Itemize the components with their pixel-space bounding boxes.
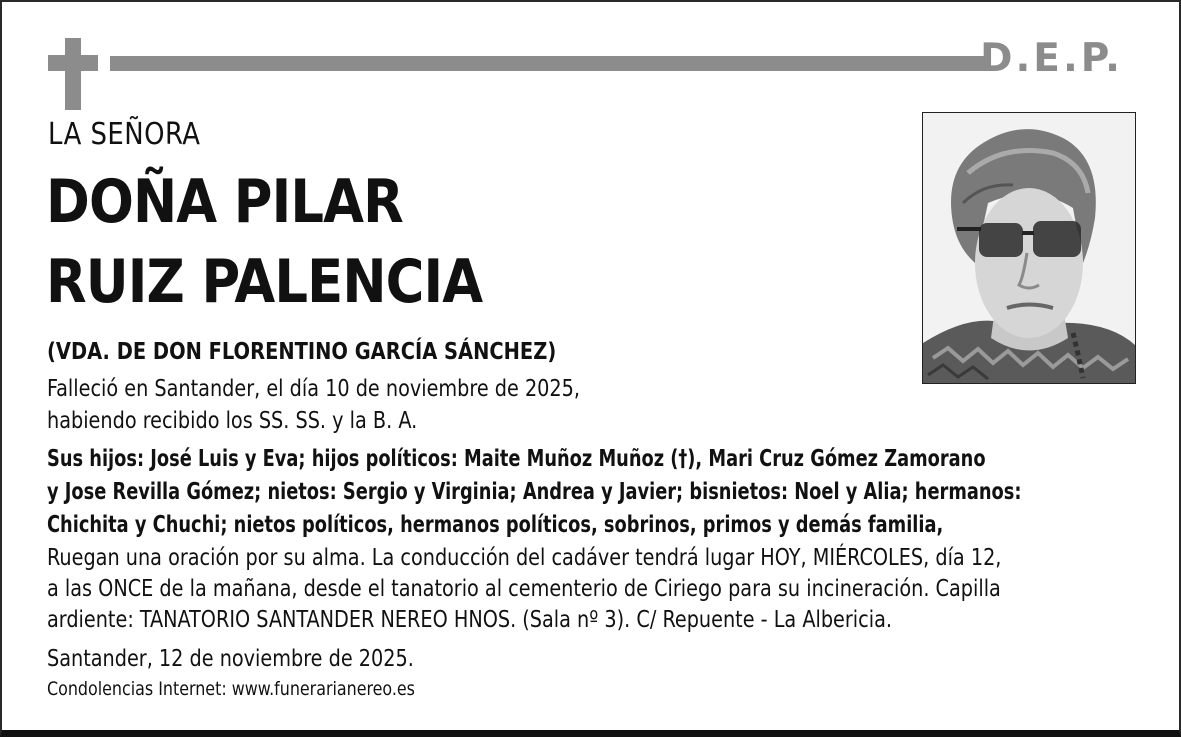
death-notice-line: habiendo recibido los SS. SS. y la B. A. <box>47 408 418 434</box>
deceased-name-line1: DOÑA PILAR <box>46 167 403 237</box>
dep-label: D.E.P. <box>980 36 1123 81</box>
condolences-website: Condolencias Internet: www.funerarianereo.es <box>47 678 415 700</box>
prayer-line: Ruegan una oración por su alma. La conducción del cadáver tendrá lugar HOY, MIÉRCOLES, día 12, <box>47 545 1002 571</box>
widow-of: (VDA. DE DON FLORENTINO GARCÍA SÁNCHEZ) <box>47 337 557 365</box>
deceased-name-line2: RUIZ PALENCIA <box>46 247 483 317</box>
family-line: Sus hijos: José Luis y Eva; hijos políticos: Maite Muñoz Muñoz (†), Mari Cruz Gómez Zamorano <box>47 446 986 472</box>
family-line: Chichita y Chuchi; nietos políticos, hermanos políticos, sobrinos, primos y demás familia, <box>47 512 944 538</box>
death-notice-line: Falleció en Santander, el día 10 de noviembre de 2025, <box>47 376 581 402</box>
prayer-line: ardiente: TANATORIO SANTANDER NEREO HNOS. (Sala nº 3). C/ Repuente - La Albericia. <box>47 607 892 633</box>
deceased-title: LA SEÑORA <box>48 117 201 152</box>
prayer-line: a las ONCE de la mañana, desde el tanatorio al cementerio de Ciriego para su incineración. Capilla <box>47 576 1001 602</box>
death-notice <box>47 373 580 437</box>
header-rule <box>110 56 989 71</box>
prayer-text <box>47 543 1001 636</box>
family-line: y Jose Revilla Gómez; nietos: Sergio y Virginia; Andrea y Javier; bisnietos: Noel y Alia; hermanos: <box>47 479 1022 505</box>
cross-icon <box>48 38 98 110</box>
place-date: Santander, 12 de noviembre de 2025. <box>47 646 414 672</box>
portrait-photo <box>922 112 1136 384</box>
family-list <box>47 443 1022 542</box>
